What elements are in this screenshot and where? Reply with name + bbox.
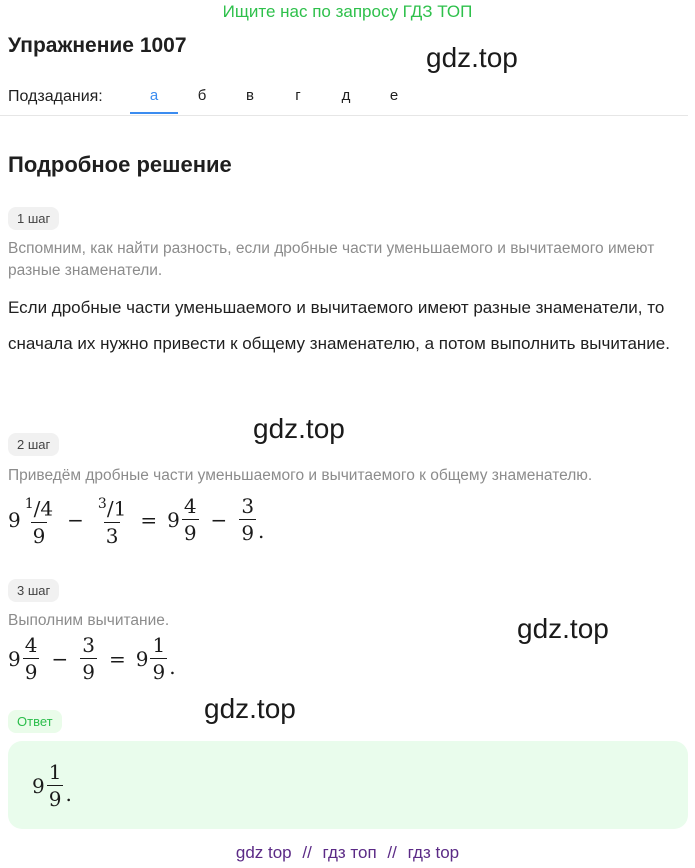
- equals-sign: =: [108, 646, 126, 671]
- footer-separator: //: [302, 843, 312, 862]
- promo-banner[interactable]: Ищите нас по запросу ГДЗ ТОП: [222, 2, 473, 21]
- whole-number: 9: [32, 773, 45, 798]
- minus-sign: −: [51, 646, 69, 671]
- footer-link-3[interactable]: гдз top: [407, 843, 460, 862]
- minus-sign: −: [67, 507, 84, 532]
- fraction: $\frac{4}{9}$: [183, 494, 197, 546]
- step-1-hint: Вспомним, как найти разность, если дробные части уменьшаемого и вычитаемого имеют разные знаменатели.: [8, 240, 655, 279]
- page-title: Упражнение 1007: [8, 34, 187, 57]
- section-title: Подробное решение: [8, 152, 232, 177]
- step-1-text: Если дробные части уменьшаемого и вычитаемого имеют разные знаменатели, то сначала их нужно привести к общему знаменателю, а потом выполнить вычитание.: [8, 298, 670, 353]
- whole-number: 9: [135, 646, 149, 671]
- tab-v[interactable]: в: [246, 87, 254, 104]
- step-3-badge: 3 шаг: [8, 579, 59, 602]
- fraction: $\frac{4}{9}$: [24, 633, 38, 684]
- answer-formula: [32, 761, 72, 810]
- step-2-formula: [8, 493, 264, 547]
- whole-number: 9: [167, 507, 180, 532]
- equals-sign: =: [140, 507, 158, 532]
- watermark: gdz.top: [426, 42, 518, 73]
- footer-link-1[interactable]: gdz top: [235, 843, 292, 862]
- watermark: gdz.top: [253, 413, 345, 444]
- tab-g[interactable]: г: [295, 87, 301, 104]
- divider: [0, 115, 688, 116]
- fraction: $\frac{1}{9}$: [152, 633, 166, 684]
- period: .: [258, 518, 265, 543]
- fraction: $\frac{3}{9}$: [82, 633, 95, 684]
- watermark: gdz.top: [204, 693, 296, 724]
- fraction: $\frac{^1/4}{9}$: [24, 496, 54, 548]
- period: .: [169, 655, 176, 679]
- period: .: [65, 782, 72, 806]
- step-3-hint: Выполним вычитание.: [8, 612, 170, 629]
- footer-links: [0, 843, 695, 863]
- tab-e[interactable]: е: [389, 87, 399, 104]
- watermark: gdz.top: [517, 613, 609, 644]
- fraction: $\frac{3}{9}$: [241, 494, 255, 546]
- footer-separator: //: [387, 843, 397, 862]
- tab-b[interactable]: б: [197, 87, 207, 104]
- fraction: $\frac{1}{9}$: [48, 760, 62, 811]
- answer-badge: Ответ: [8, 710, 62, 733]
- step-1-badge: 1 шаг: [8, 207, 59, 230]
- tab-d[interactable]: д: [341, 87, 351, 104]
- tab-a[interactable]: а: [130, 80, 178, 114]
- whole-number: 9: [8, 507, 21, 532]
- subtask-tabs: [130, 80, 418, 114]
- minus-sign: −: [210, 507, 228, 532]
- fraction: $\frac{^3/1}{3}$: [97, 496, 127, 548]
- step-2-hint: Приведём дробные части уменьшаемого и вычитаемого к общему знаменателю.: [8, 467, 593, 484]
- step-3-formula: [8, 634, 176, 683]
- footer-link-2[interactable]: гдз топ: [322, 843, 377, 862]
- subtasks-label: Подзадания:: [8, 88, 103, 105]
- answer-box: [8, 741, 688, 829]
- whole-number: 9: [8, 646, 21, 671]
- step-2-badge: 2 шаг: [8, 433, 59, 456]
